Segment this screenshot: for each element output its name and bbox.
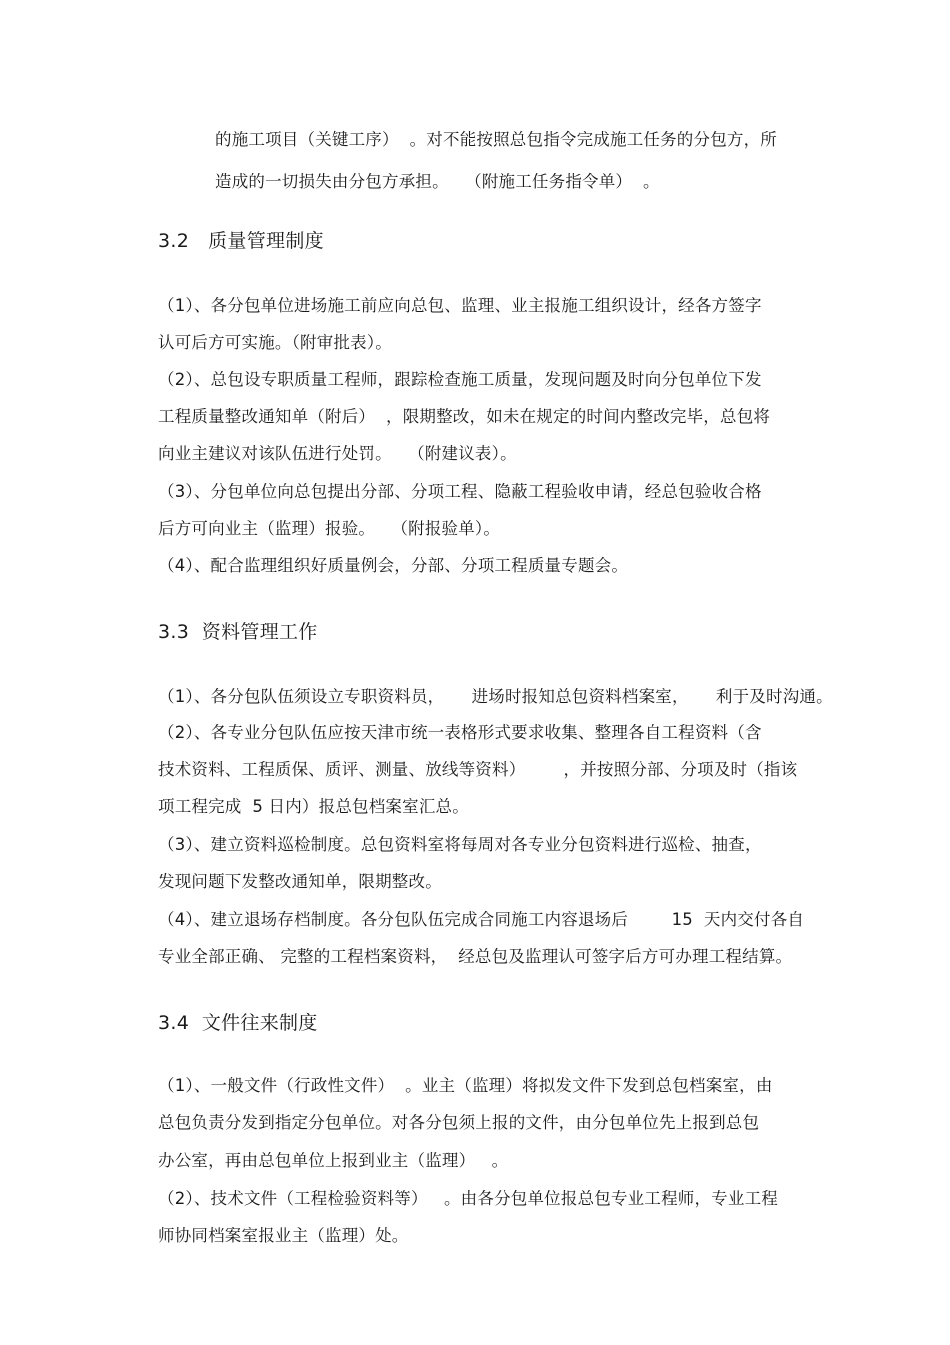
s32-p2-line-1: （2）、总包设专职质量工程师，跟踪检查施工质量，发现问题及时向分包单位下发	[158, 370, 762, 389]
s33-p4-line-1: （4）、建立退场存档制度。各分包队伍完成合同施工内容退场后 15 天内交付各自	[158, 910, 805, 929]
intro-line-1: 的施工项目（关键工序） 。对不能按照总包指令完成施工任务的分包方，所	[215, 130, 777, 149]
s32-p1-line-2: 认可后方可实施。（附审批表）。	[158, 333, 392, 352]
s33-p2-line-1: （2）、各专业分包队伍应按天津市统一表格形式要求收集、整理各自工程资料（含	[158, 723, 762, 742]
s33-p2-line-3: 项工程完成 5 日内）报总包档案室汇总。	[158, 797, 469, 816]
s32-p4-line-1: （4）、配合监理组织好质量例会，分部、分项工程质量专题会。	[158, 556, 629, 575]
s34-p1-line-1: （1）、一般文件（行政性文件） 。业主（监理）将拟发文件下发到总包档案室，由	[158, 1076, 773, 1095]
section-3-3-heading: 3.3 资料管理工作	[158, 621, 318, 643]
s33-p1-line-1: （1）、各分包队伍须设立专职资料员， 进场时报知总包资料档案室， 利于及时沟通。	[158, 687, 833, 706]
intro-line-2: 造成的一切损失由分包方承担。 （附施工任务指令单） 。	[215, 172, 660, 191]
s32-p2-line-2: 工程质量整改通知单（附后） ，限期整改，如未在规定的时间内整改完毕，总包将	[158, 407, 771, 426]
s33-p2-line-2: 技术资料、工程质保、质评、测量、放线等资料） ，并按照分部、分项及时（指该	[158, 760, 798, 779]
s32-p3-line-1: （3）、分包单位向总包提出分部、分项工程、隐蔽工程验收申请，经总包验收合格	[158, 482, 762, 501]
s33-p3-line-1: （3）、建立资料巡检制度。总包资料室将每周对各专业分包资料进行巡检、抽查，	[158, 835, 762, 854]
s32-p1-line-1: （1）、各分包单位进场施工前应向总包、监理、业主报施工组织设计，经各方签字	[158, 296, 762, 315]
s34-p2-line-1: （2）、技术文件（工程检验资料等） 。由各分包单位报总包专业工程师，专业工程	[158, 1189, 778, 1208]
s34-p1-line-2: 总包负责分发到指定分包单位。对各分包须上报的文件，由分包单位先上报到总包	[158, 1113, 760, 1132]
s33-p4-line-2: 专业全部正确、 完整的工程档案资料， 经总包及监理认可签字后方可办理工程结算。	[158, 947, 793, 966]
s32-p2-line-3: 向业主建议对该队伍进行处罚。 （附建议表）。	[158, 444, 517, 463]
section-3-2-heading: 3.2 质量管理制度	[158, 230, 324, 252]
s32-p3-line-2: 后方可向业主（监理）报验。 （附报验单）。	[158, 519, 501, 538]
s33-p3-line-2: 发现问题下发整改通知单，限期整改。	[158, 872, 442, 891]
s34-p1-line-3: 办公室，再由总包单位上报到业主（监理） 。	[158, 1151, 509, 1170]
section-3-4-heading: 3.4 文件往来制度	[158, 1012, 318, 1034]
s34-p2-line-2: 师协同档案室报业主（监理）处。	[158, 1226, 409, 1245]
